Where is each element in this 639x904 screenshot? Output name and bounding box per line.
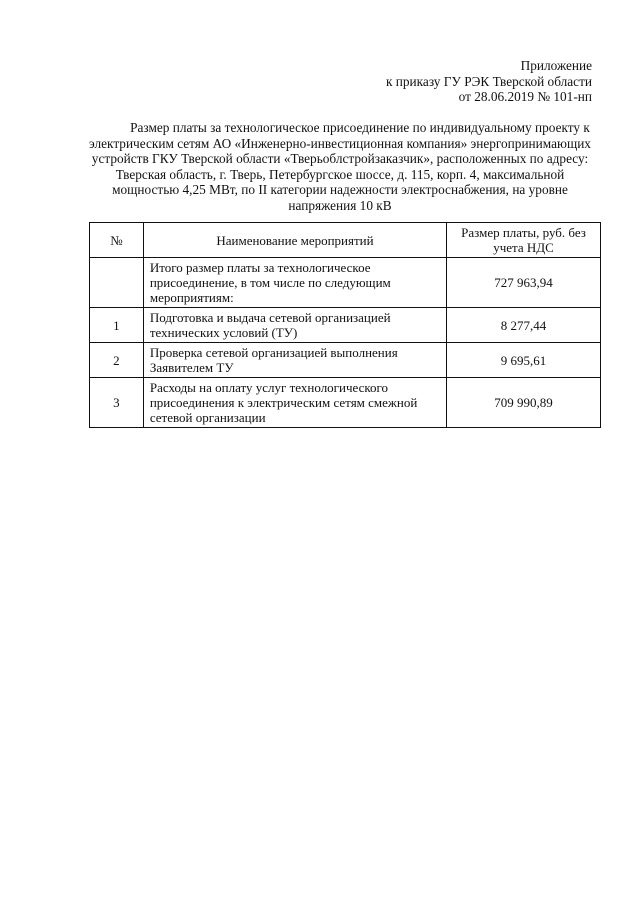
document-title: [82, 120, 598, 213]
appendix-label: Приложение: [520, 58, 592, 73]
row-name: Расходы на оплату услуг технологического присоединения к электрическим сетям смежной сетевой организации: [143, 378, 446, 428]
row-name: Подготовка и выдача сетевой организацией технических условий (ТУ): [143, 308, 446, 343]
table-header-row: [90, 223, 601, 258]
order-reference: к приказу ГУ РЭК Тверской области: [386, 73, 592, 89]
table-row: [90, 308, 601, 343]
row-name: Итого размер платы за технологическое присоединение, в том числе по следующим мероприятиям:: [143, 258, 446, 308]
row-amount: 727 963,94: [447, 258, 601, 308]
row-num: 3: [90, 378, 144, 428]
row-num: 1: [90, 308, 144, 343]
order-date-number: от 28.06.2019 № 101-нп: [458, 89, 592, 104]
row-amount: 8 277,44: [447, 308, 601, 343]
row-num: [90, 258, 144, 308]
table-row: [90, 378, 601, 428]
table-row: [90, 343, 601, 378]
header-name: Наименование мероприятий: [143, 223, 446, 258]
fee-table: [89, 222, 601, 428]
row-num: 2: [90, 343, 144, 378]
row-name: Проверка сетевой организацией выполнения Заявителем ТУ: [143, 343, 446, 378]
header-num: №: [90, 223, 144, 258]
row-amount: 709 990,89: [447, 378, 601, 428]
header-amount: Размер платы, руб. без учета НДС: [447, 223, 601, 258]
appendix-header: [386, 58, 592, 105]
row-amount: 9 695,61: [447, 343, 601, 378]
title-text: Размер платы за технологическое присоединение по индивидуальному проекту к электрическим сетям АО «Инженерно-инвестиционная компания» энергопринимающих устройств ГКУ Тверской области «Тверьоблстройзаказчик», расположенных по адресу: Тверская область, г. Тверь, Петербургское шоссе, д. 115, корп. 4, максимальной мощностью 4,25 МВт, по II категории надежности электроснабжения, на уровне напряжения 10 кВ: [89, 120, 591, 213]
table-row: [90, 258, 601, 308]
